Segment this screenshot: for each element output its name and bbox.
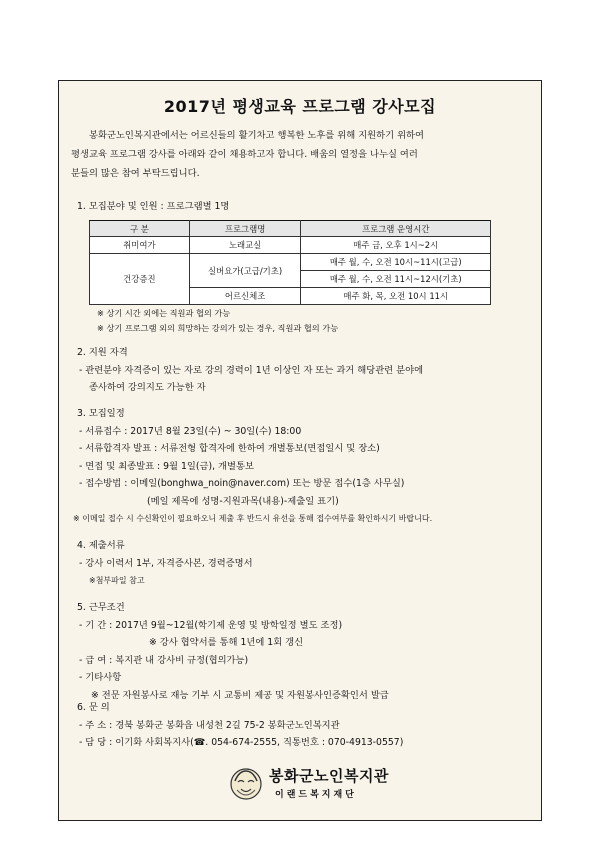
section-documents xyxy=(77,537,531,590)
col-header-time: 프로그램 운영시간 xyxy=(301,221,491,237)
col-header-category: 구 분 xyxy=(90,221,190,237)
inquiry-line: - 주 소 : 경북 봉화군 봉화읍 내성천 2길 75-2 봉화군노인복지관 xyxy=(79,719,340,731)
cell-time: 매주 금, 오후 1시~2시 xyxy=(301,237,491,254)
logo-subtitle: 이랜드복지재단 xyxy=(275,790,357,800)
conditions-line: - 기 간 : 2017년 9월~12월(학기제 운영 및 방학일정 별도 조정) xyxy=(79,619,343,631)
note-line: ※ 상기 시간 외에는 직원과 협의 가능 xyxy=(97,308,231,318)
conditions-line: - 급 여 : 복지관 내 강사비 규정(협의가능) xyxy=(79,654,249,666)
cell-category: 건강증진 xyxy=(90,254,190,305)
qualification-line: - 관련분야 자격증이 있는 자로 강의 경력이 1년 이상인 자 또는 과거 해당관련 분야에 xyxy=(79,364,424,376)
cell-program: 실버요가(고급/기초) xyxy=(189,254,301,288)
cell-category: 취미여가 xyxy=(90,237,190,254)
conditions-line: ※ 전문 자원봉사로 재능 기부 시 교통비 제공 및 자원봉사인증확인서 발급 xyxy=(91,689,389,701)
intro-paragraph xyxy=(71,126,531,183)
cell-program: 노래교실 xyxy=(189,237,301,254)
page-title: 2017년 평생교육 프로그램 강사모집 xyxy=(163,97,437,116)
program-table xyxy=(89,220,491,305)
documents-line: - 강사 이력서 1부, 자격증사본, 경력증명서 xyxy=(79,557,253,569)
elder-face-icon xyxy=(229,767,263,801)
table-row xyxy=(90,254,491,271)
schedule-line: - 서류합격자 발표 : 서류전형 합격자에 한하여 개별통보(면접일시 및 장소) xyxy=(79,443,380,454)
table-header-row xyxy=(90,221,491,237)
note-line: ※ 상기 프로그램 외의 희망하는 강의가 있는 경우, 직원과 협의 가능 xyxy=(97,323,339,333)
table-notes xyxy=(97,306,338,336)
cell-time: 매주 화, 목, 오전 10시 11시 xyxy=(301,288,491,305)
schedule-note: ※ 이메일 접수 시 수신확인이 필요하오니 제출 후 반드시 유선을 통해 접수여부를 확인하시기 바랍니다. xyxy=(73,514,433,523)
cell-time: 매주 월, 수, 오전 10시~11시(고급) xyxy=(301,254,491,271)
section-heading: 6. 문 의 xyxy=(77,702,110,713)
section-heading: 4. 제출서류 xyxy=(77,540,125,551)
section-heading: 2. 지원 자격 xyxy=(77,347,128,358)
intro-line: 평생교육 프로그램 강사를 아래와 같이 채용하고자 합니다. 배움의 열정을 나누실 여러 xyxy=(71,149,418,160)
documents-note: ※첨부파일 참고 xyxy=(89,576,145,585)
section-conditions xyxy=(77,599,531,704)
section-heading: 5. 근무조건 xyxy=(77,602,125,613)
schedule-line: - 접수방법 : 이메일(bonghwa_noin@naver.com) 또는 방문 접수(1층 사무실) xyxy=(79,478,405,489)
schedule-line: (메일 제목에 성명-지원과목(내용)-제출일 표기) xyxy=(147,495,339,507)
inquiry-line: - 담 당 : 이기화 사회복지사(☎. 054-674-2555, 직통번호 : 070-4913-0557) xyxy=(79,737,404,748)
cell-time: 매주 월, 수, 오전 11시~12시(기초) xyxy=(301,271,491,288)
schedule-line: - 면접 및 최종발표 : 9월 1일(금), 개별통보 xyxy=(79,460,254,472)
conditions-line: ※ 강사 협약서를 통해 1년에 1회 갱신 xyxy=(149,637,304,648)
section-qualification xyxy=(77,344,531,397)
schedule-line: - 서류접수 : 2017년 8월 23일(수) ~ 30일(수) 18:00 xyxy=(79,425,302,437)
organization-logo xyxy=(229,763,389,807)
intro-line: 봉화군노인복지관에서는 어르신들의 활기차고 행복한 노후를 위해 지원하기 위하여 xyxy=(89,130,425,141)
notice-sheet xyxy=(58,80,542,821)
section-schedule xyxy=(73,405,531,528)
conditions-line: - 기타사항 xyxy=(79,672,122,683)
section-recruit-field xyxy=(77,198,531,216)
section-heading: 1. 모집분야 및 인원 : 프로그램별 1명 xyxy=(77,201,230,212)
col-header-program: 프로그램명 xyxy=(189,221,301,237)
section-inquiry xyxy=(77,699,531,752)
intro-line: 분들의 많은 참여 부탁드립니다. xyxy=(71,168,200,179)
cell-program: 어르신체조 xyxy=(189,288,301,305)
table-row xyxy=(90,237,491,254)
section-heading: 3. 모집일정 xyxy=(77,408,125,419)
qualification-line: 종사하여 강의지도 가능한 자 xyxy=(89,382,206,393)
logo-name: 봉화군노인복지관 xyxy=(269,767,389,785)
